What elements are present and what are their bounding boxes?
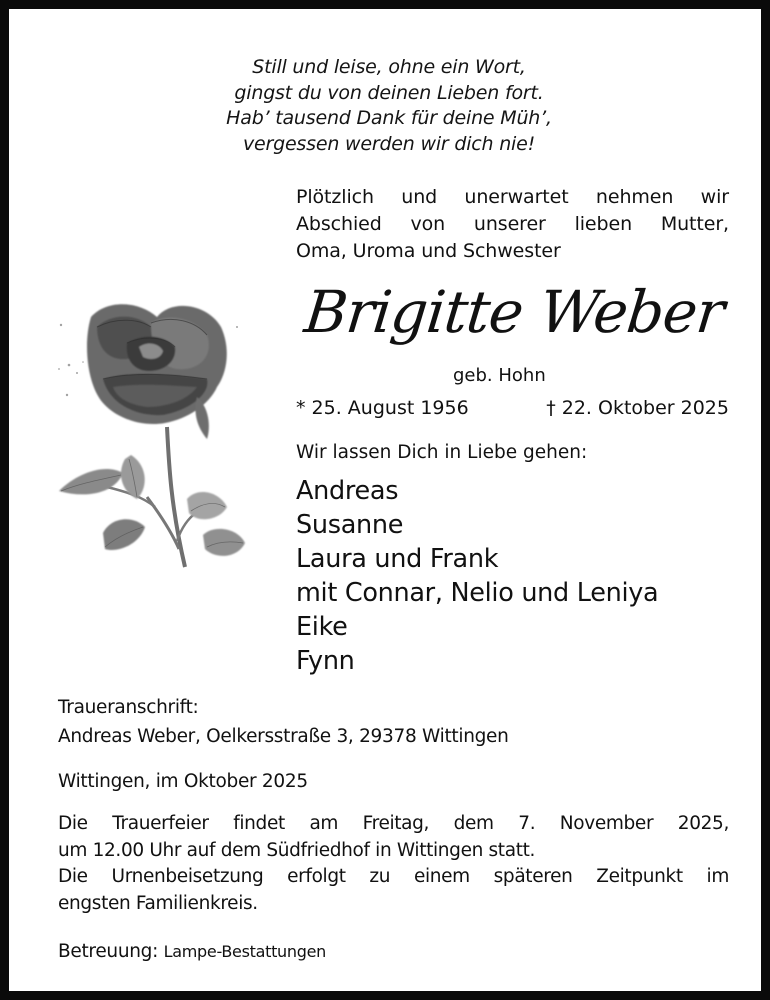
intro-line: Oma, Uroma und Schwester	[296, 240, 561, 262]
poem-line: Hab’ tausend Dank für deine Müh’,	[226, 107, 552, 129]
care-provider: Lampe-Bestattungen	[163, 942, 326, 961]
address-label: Traueranschrift:	[58, 697, 199, 718]
farewell-line: Wir lassen Dich in Liebe gehen:	[296, 442, 588, 463]
service-line: Die Urnenbeisetzung erfolgt zu einem späteren Zeitpunkt im	[58, 866, 729, 887]
place-date: Wittingen, im Oktober 2025	[58, 771, 308, 792]
service-line: um 12.00 Uhr auf dem Südfriedhof in Wittingen statt.	[58, 839, 536, 861]
service-line: Die Trauerfeier findet am Freitag, dem 7. November 2025,	[58, 813, 729, 834]
intro-text	[296, 184, 729, 265]
care-label: Betreuung:	[58, 941, 159, 962]
deceased-name: Brigitte Weber	[301, 278, 727, 346]
intro-line: Plötzlich und unerwartet nehmen wir	[296, 186, 729, 208]
address-value: Andreas Weber, Oelkersstraße 3, 29378 Wittingen	[58, 726, 509, 747]
poem-line: Still und leise, ohne ein Wort,	[252, 56, 526, 78]
family-member: mit Connar, Nelio und Leniya	[296, 578, 659, 608]
family-member: Laura und Frank	[296, 544, 499, 574]
mourning-address	[58, 693, 509, 751]
family-member: Susanne	[296, 510, 404, 540]
rose-icon	[47, 287, 257, 577]
family-member: Andreas	[296, 476, 399, 506]
death-date: † 22. Oktober 2025	[546, 397, 729, 419]
maiden-name: geb. Hohn	[453, 365, 546, 386]
poem-line: vergessen werden wir dich nie!	[242, 132, 536, 155]
funeral-care	[58, 939, 326, 965]
poem-line: gingst du von deinen Lieben fort.	[234, 81, 544, 104]
service-line: engsten Familienkreis.	[58, 892, 258, 914]
family-member: Eike	[296, 612, 348, 642]
service-details	[58, 811, 729, 917]
family-list	[296, 474, 658, 678]
memorial-poem	[189, 55, 589, 157]
intro-line: Abschied von unserer lieben Mutter,	[296, 213, 729, 235]
family-member: Fynn	[296, 646, 355, 676]
birth-date: * 25. August 1956	[296, 397, 469, 419]
